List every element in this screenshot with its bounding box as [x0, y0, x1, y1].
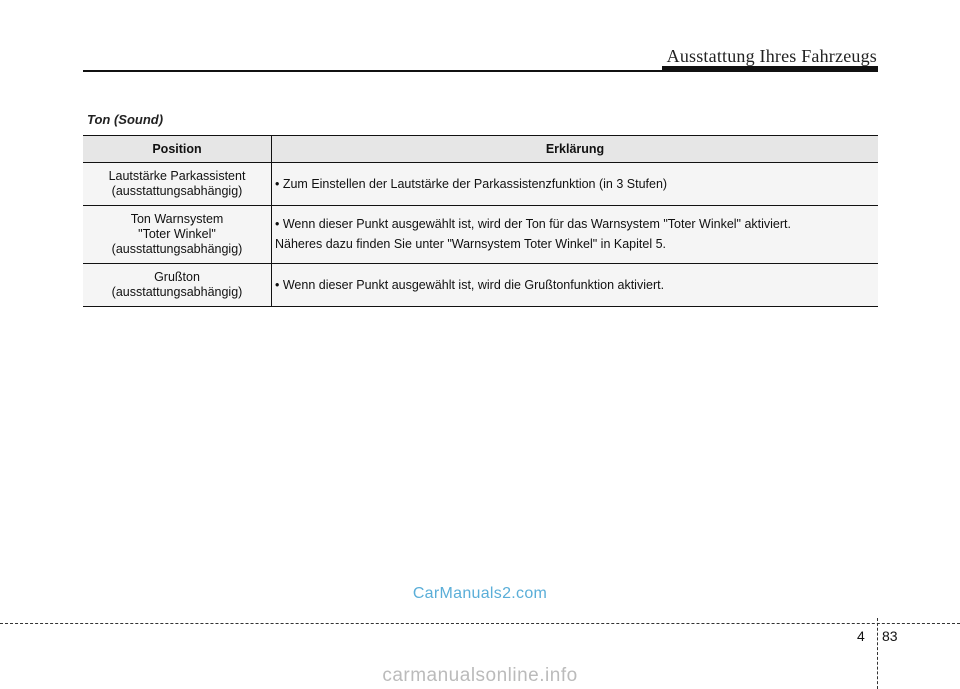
position-line: Grußton	[154, 270, 200, 284]
table-header-row	[83, 136, 878, 163]
column-header-explanation: Erklärung	[272, 136, 879, 163]
description-cell	[272, 264, 879, 307]
header-title: Ausstattung Ihres Fahrzeugs	[666, 46, 877, 66]
description-line: • Zum Einstellen der Lautstärke der Parkassistenzfunktion (in 3 Stufen)	[275, 176, 668, 191]
position-line: (ausstattungsabhängig)	[111, 285, 243, 299]
position-line: Ton Warnsystem	[130, 212, 224, 226]
position-line: (ausstattungsabhängig)	[111, 242, 243, 256]
description-cell	[272, 206, 879, 264]
watermark-carmanualsonline[interactable]: carmanualsonline.info	[382, 665, 578, 686]
description-cell	[272, 163, 879, 206]
page-number: 83	[882, 628, 898, 644]
section-title: Ton (Sound)	[87, 112, 164, 127]
footer-dashed-rule	[0, 623, 960, 624]
table-row	[83, 264, 878, 307]
position-cell	[83, 163, 272, 206]
description-line: • Wenn dieser Punkt ausgewählt ist, wird der Ton für das Warnsystem "Toter Winkel" aktiviert.	[275, 217, 791, 231]
settings-table	[83, 135, 878, 307]
chapter-number: 4	[857, 628, 865, 644]
watermark-carmanuals2[interactable]: CarManuals2.com	[412, 585, 548, 602]
table-row	[83, 163, 878, 206]
position-cell	[83, 206, 272, 264]
table-row	[83, 206, 878, 264]
description-line: Näheres dazu finden Sie unter "Warnsystem Toter Winkel" in Kapitel 5.	[275, 237, 667, 251]
position-line: (ausstattungsabhängig)	[111, 184, 243, 198]
position-cell	[83, 264, 272, 307]
position-line: Lautstärke Parkassistent	[108, 169, 246, 183]
description-line: • Wenn dieser Punkt ausgewählt ist, wird die Grußtonfunktion aktiviert.	[275, 277, 665, 292]
header-rule	[83, 70, 878, 72]
position-line: "Toter Winkel"	[138, 227, 216, 241]
column-header-position: Position	[83, 136, 272, 163]
